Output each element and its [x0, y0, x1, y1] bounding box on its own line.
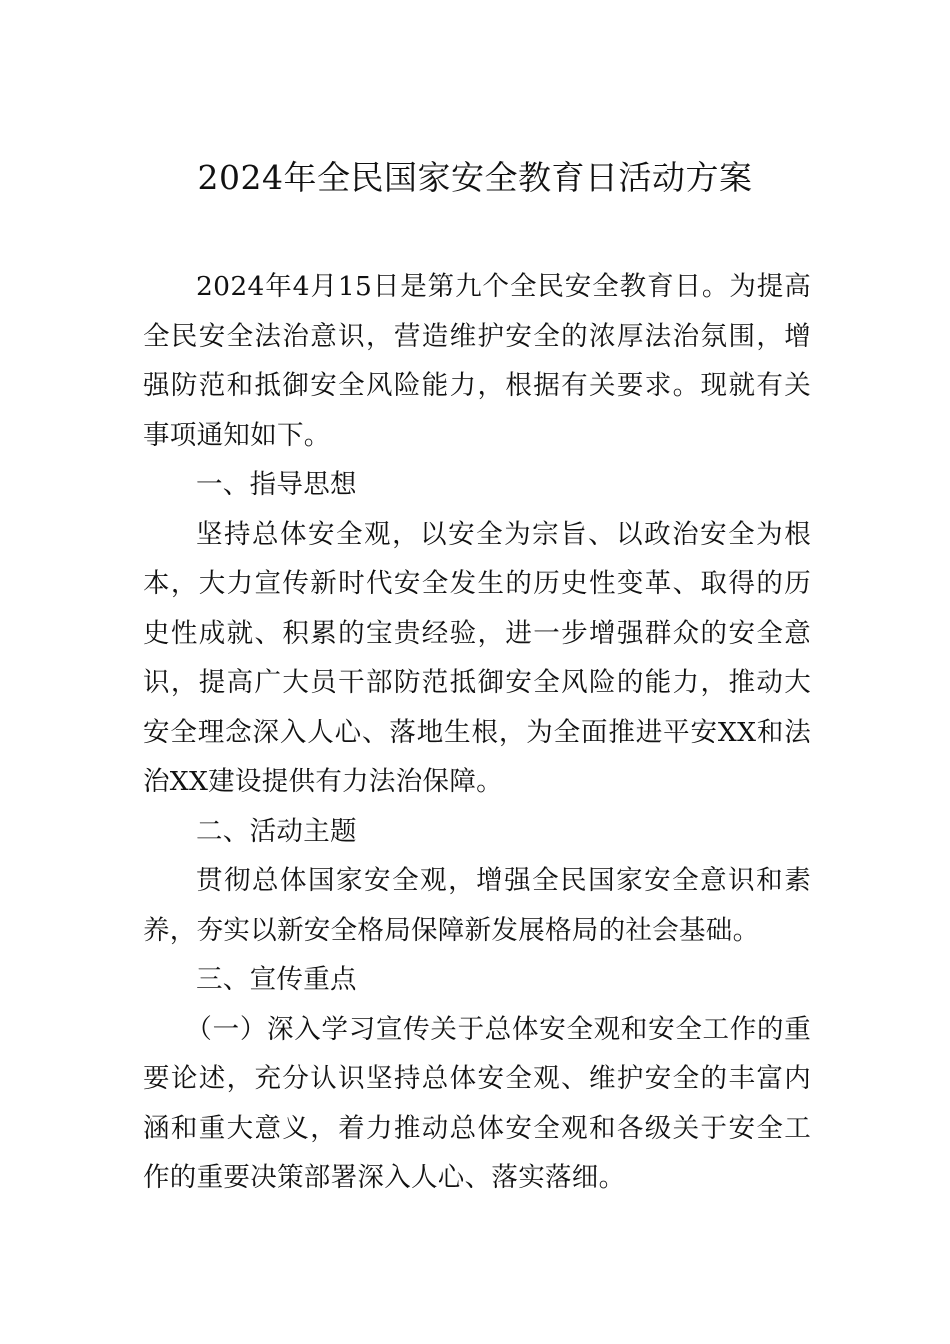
- section-heading-publicity-focus: 三、宣传重点: [196, 964, 357, 995]
- section-paragraph-guiding-ideology: 坚持总体安全观，以安全为宗旨、以政治安全为根本，大力宣传新时代安全发生的历史性变革、取得的历史性成就、积累的宝贵经验，进一步增强群众的安全意识，提高广大员干部防范抵御安全风险的能力，推动大安全理念深入人心、落地生根，为全面推进平安XX和法治XX建设提供有力法治保障。: [143, 518, 811, 797]
- section-paragraph-activity-theme: 贯彻总体国家安全观，增强全民国家安全意识和素养，夯实以新安全格局保障新发展格局的社会基础。: [143, 865, 811, 946]
- intro-paragraph: 2024年4月15日是第九个全民安全教育日。为提高全民安全法治意识，营造维护安全的浓厚法治氛围，增强防范和抵御安全风险能力，根据有关要求。现就有关事项通知如下。: [143, 271, 811, 451]
- document-title: 2024年全民国家安全教育日活动方案: [197, 158, 753, 197]
- section-heading-activity-theme: 二、活动主题: [196, 815, 357, 847]
- section-heading-guiding-ideology: 一、指导思想: [196, 469, 357, 500]
- document-body: [143, 262, 811, 1203]
- section-paragraph-publicity-item-1: （一）深入学习宣传关于总体安全观和安全工作的重要论述，充分认识坚持总体安全观、维护安全的丰富内涵和重大意义，着力推动总体安全观和各级关于安全工作的重要决策部署深入人心、落实落细。: [143, 1013, 811, 1193]
